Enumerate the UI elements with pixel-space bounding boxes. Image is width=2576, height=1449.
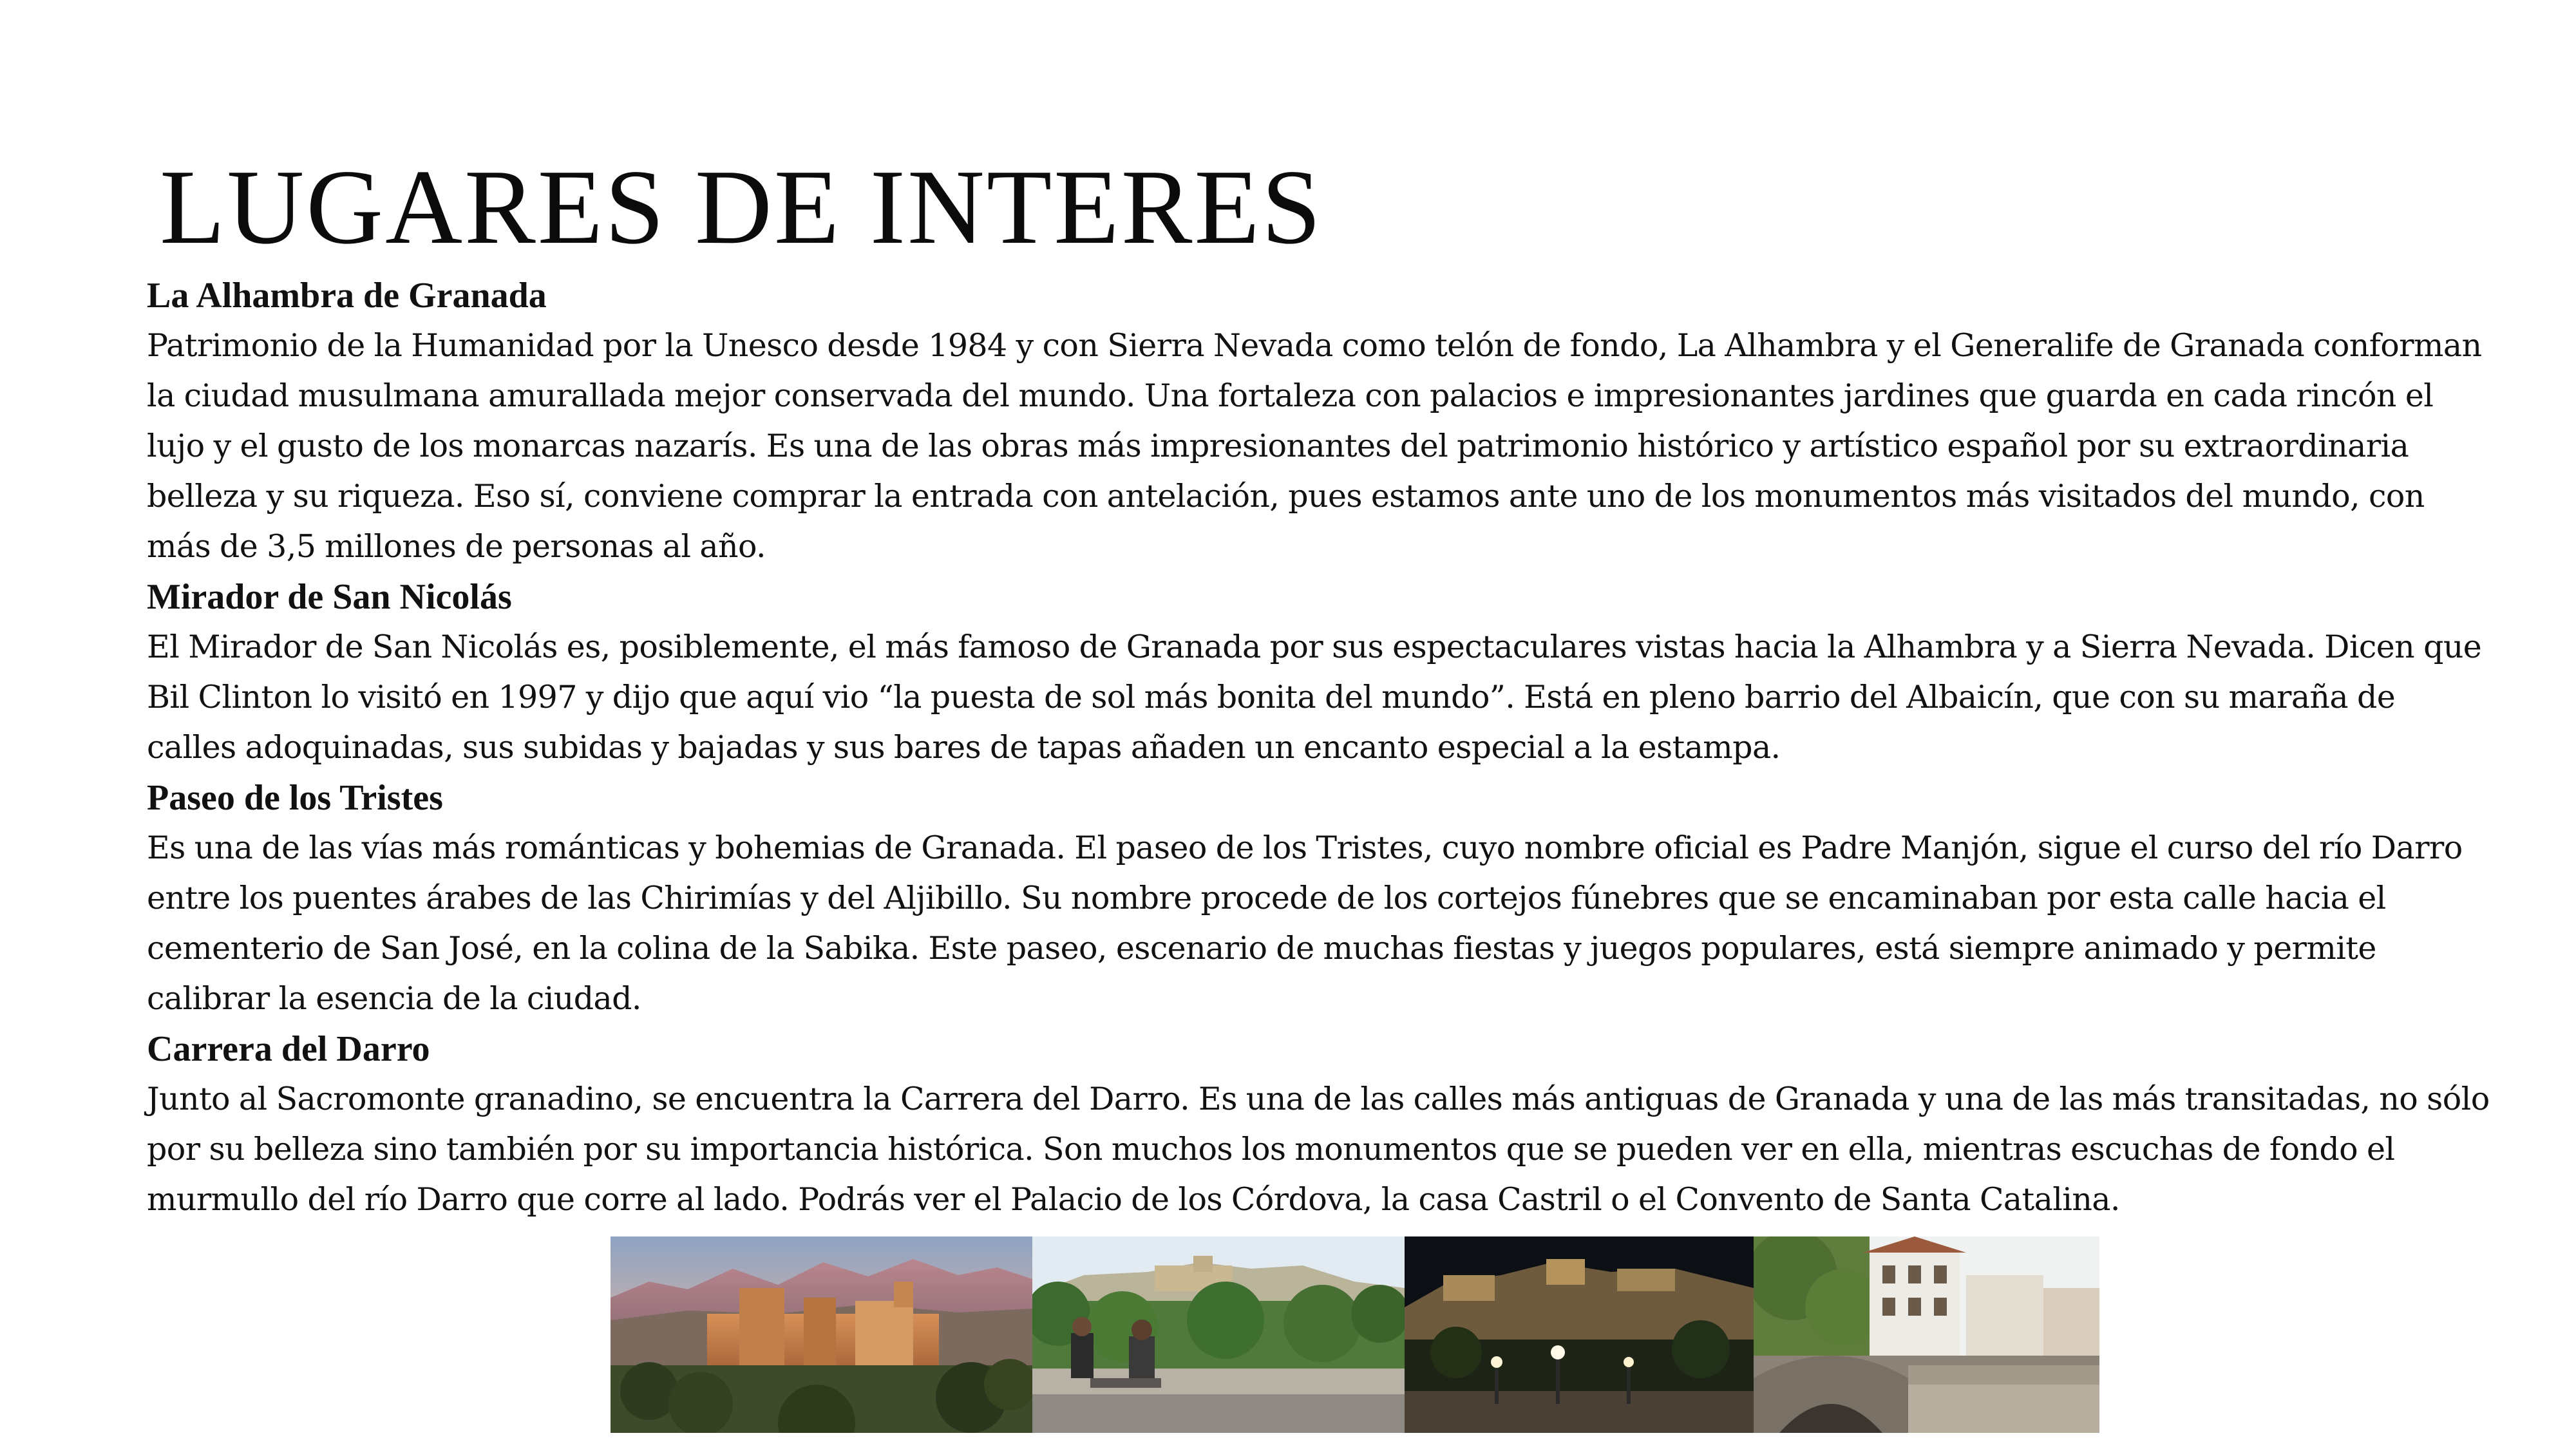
mirador-san-nicolas-photo bbox=[1032, 1236, 1405, 1433]
photo-strip bbox=[611, 1236, 2099, 1433]
section-body-carrera: Junto al Sacromonte granadino, se encuentra la Carrera del Darro. Es una de las calles más antiguas de Granada y una de las más transitadas, no sólo por su belleza sino también por su importancia histórica. Son muchos los monumentos que se pueden ver en ella, mientras escuchas de fondo el murmullo del río Darro que corre al lado. Podrás ver el Palacio de los Córdova, la casa Castril o el Convento de Santa Catalina. bbox=[147, 1081, 2490, 1218]
page-title: LUGARES DE INTERES bbox=[160, 147, 1323, 266]
section-heading-alhambra: La Alhambra de Granada bbox=[147, 276, 547, 316]
section-body-alhambra: Patrimonio de la Humanidad por la Unesco desde 1984 y con Sierra Nevada como telón de fondo, La Alhambra y el Generalife de Granada conforman la ciudad musulmana amurallada mejor conservada del mundo. Una fortaleza con palacios e impresionantes jardines que guarda en cada rincón el lujo y el gusto de los monarcas nazarís. Es una de las obras más impresionantes del patrimonio histórico y artístico español por su extraordinaria belleza y su riqueza. Eso sí, conviene comprar la entrada con antelación, pues estamos ante uno de los monumentos más visitados del mundo, con más de 3,5 millones de personas al año. bbox=[147, 327, 2482, 565]
section-body-mirador: El Mirador de San Nicolás es, posiblemente, el más famoso de Granada por sus espectaculares vistas hacia la Alhambra y a Sierra Nevada. Dicen que Bil Clinton lo visitó en 1997 y dijo que aquí vio “la puesta de sol más bonita del mundo”. Está en pleno barrio del Albaicín, que con su maraña de calles adoquinadas, sus subidas y bajadas y sus bares de tapas añaden un encanto especial a la estampa. bbox=[147, 629, 2482, 766]
paseo-tristes-night-photo bbox=[1405, 1236, 1754, 1433]
places-content bbox=[147, 270, 2491, 1225]
section-body-paseo: Es una de las vías más románticas y bohemias de Granada. El paseo de los Tristes, cuyo nombre oficial es Padre Manjón, sigue el curso del río Darro entre los puentes árabes de las Chirimías y del Aljibillo. Su nombre procede de los cortejos fúnebres que se encaminaban por esta calle hacia el cementerio de San José, en la colina de la Sabika. Este paseo, escenario de muchas fiestas y juegos populares, está siempre animado y permite calibrar la esencia de la ciudad. bbox=[147, 829, 2463, 1017]
section-heading-paseo: Paseo de los Tristes bbox=[147, 778, 443, 818]
alhambra-sunset-photo bbox=[611, 1236, 1032, 1433]
section-heading-mirador: Mirador de San Nicolás bbox=[147, 577, 512, 617]
section-heading-carrera: Carrera del Darro bbox=[147, 1029, 430, 1069]
carrera-darro-photo bbox=[1754, 1236, 2099, 1433]
